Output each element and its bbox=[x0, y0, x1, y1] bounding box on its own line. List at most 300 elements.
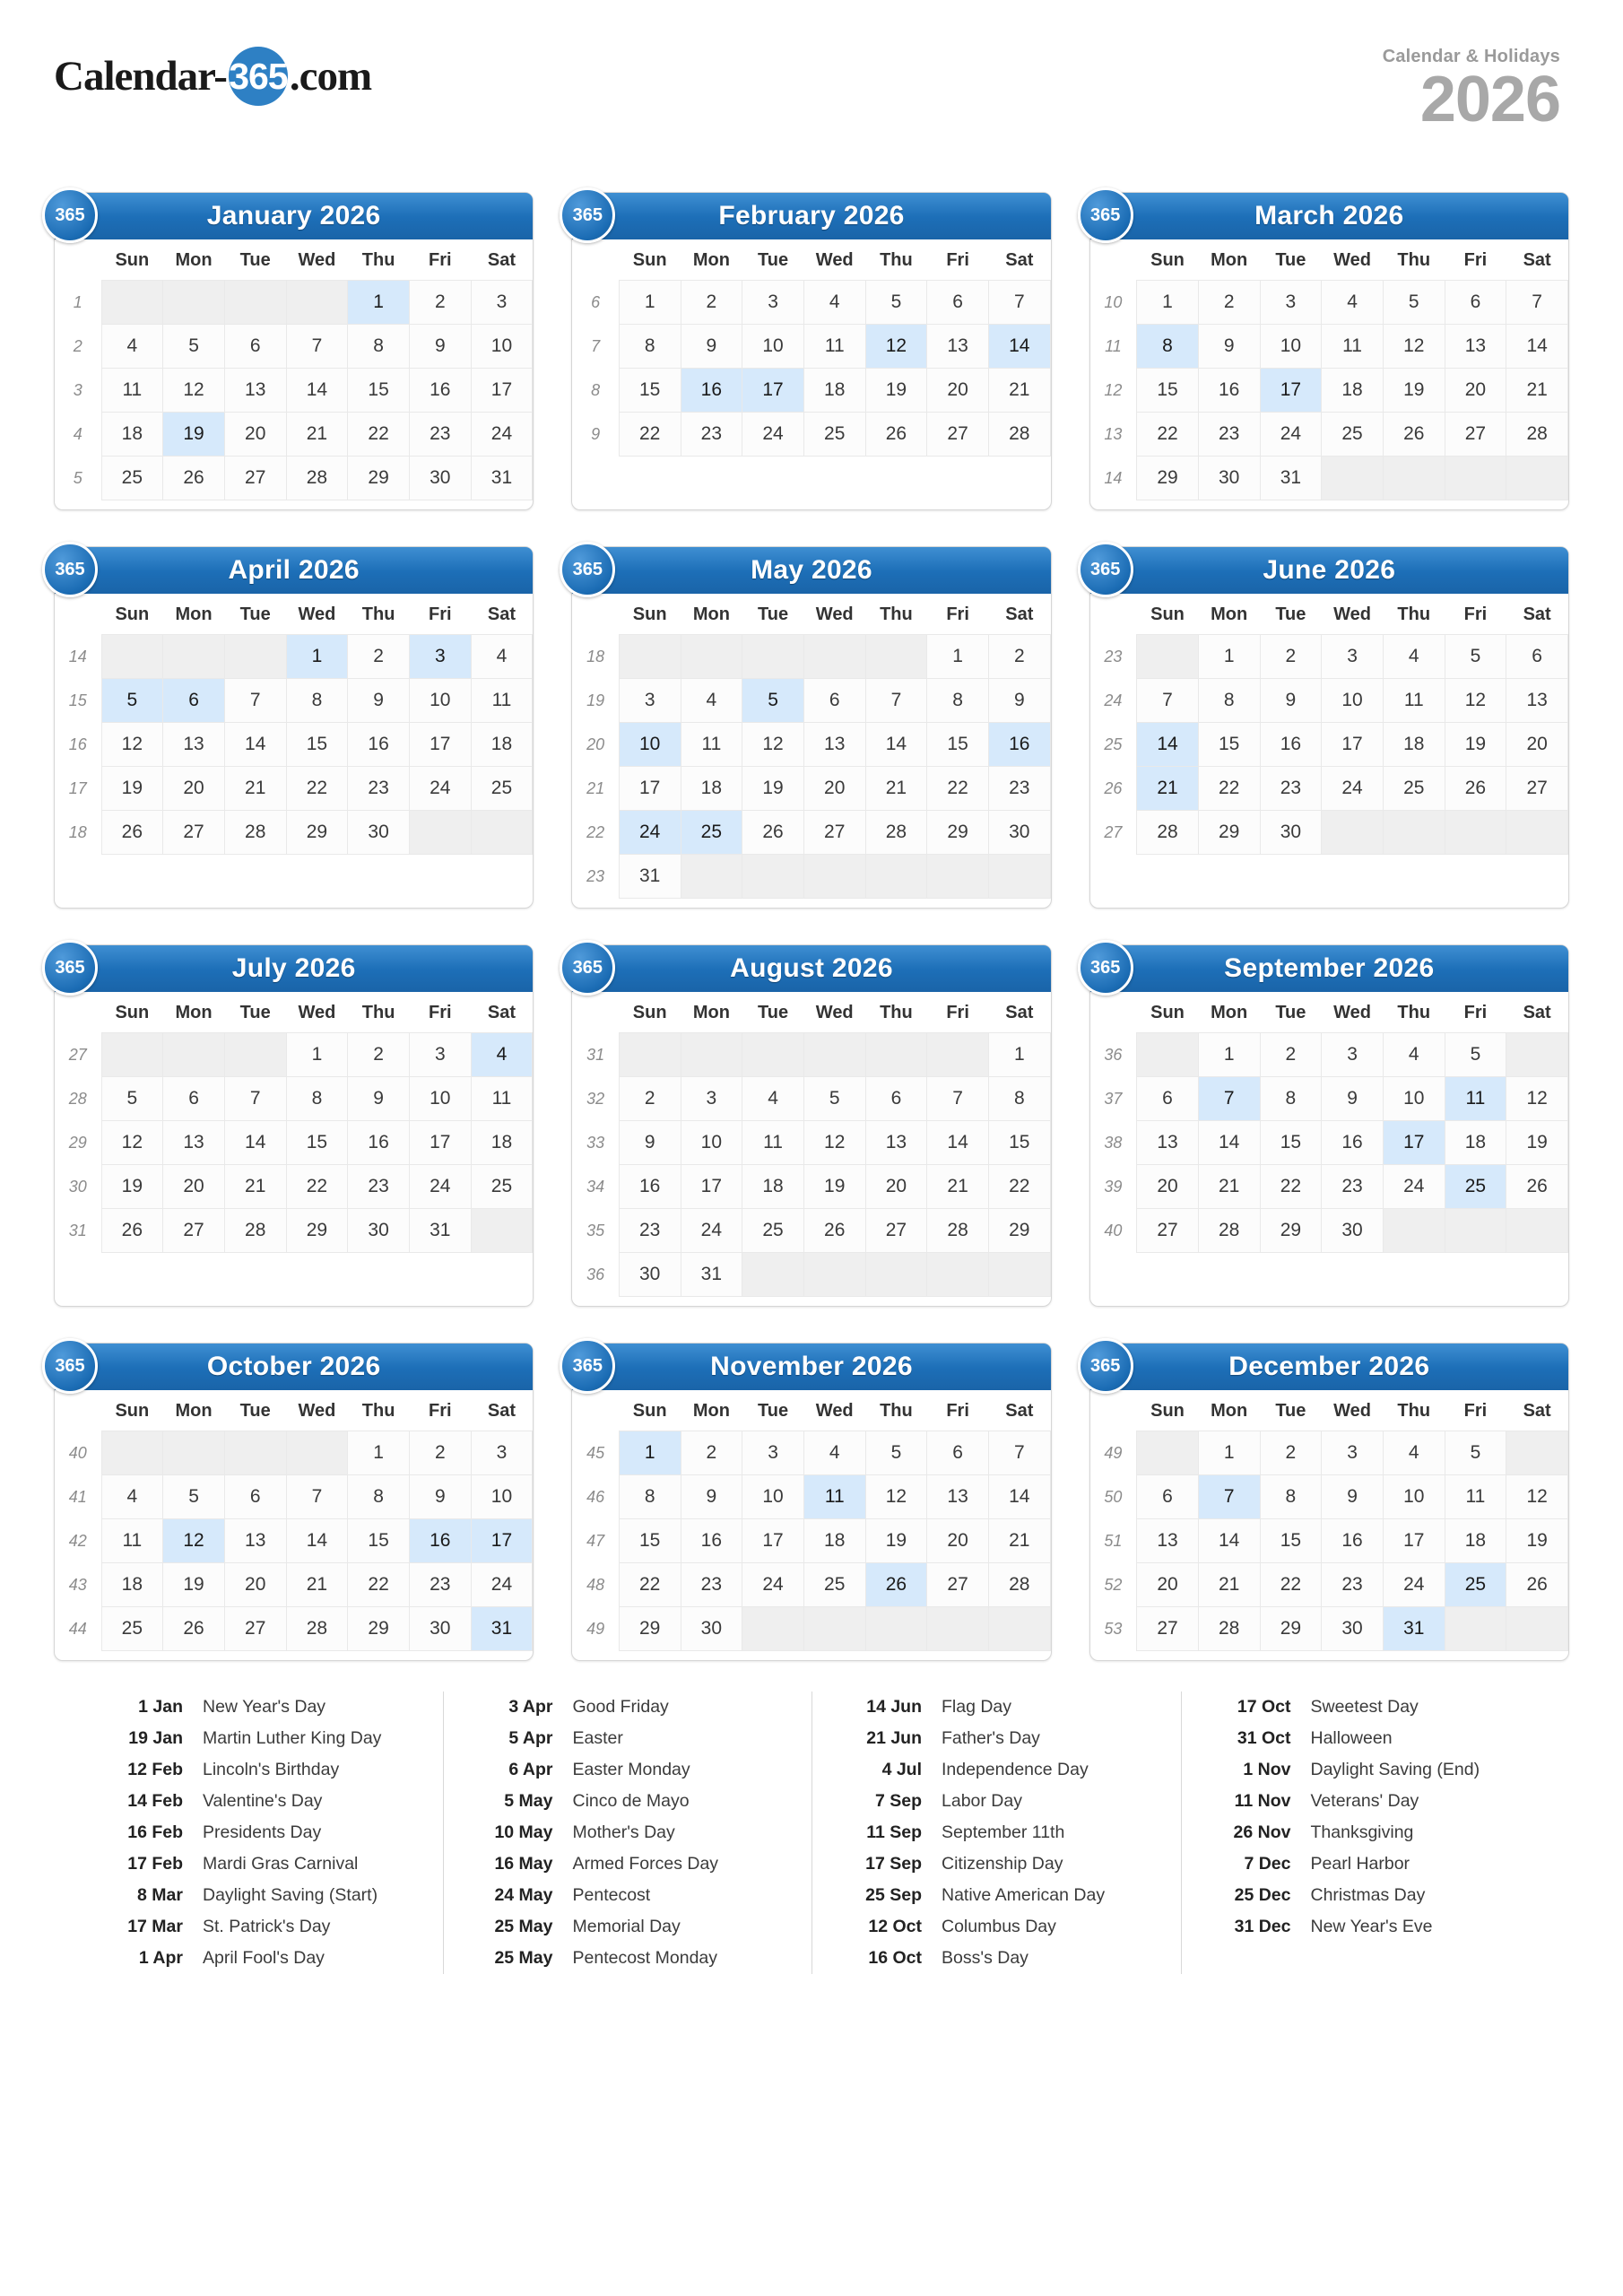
day-cell[interactable]: 6 bbox=[1506, 635, 1568, 679]
day-cell[interactable]: 8 bbox=[1260, 1077, 1322, 1121]
day-cell[interactable]: 12 bbox=[803, 1121, 865, 1165]
day-cell[interactable]: 6 bbox=[865, 1077, 927, 1121]
day-cell[interactable]: 14 bbox=[1506, 325, 1568, 369]
day-cell[interactable]: 15 bbox=[1260, 1519, 1322, 1563]
day-cell[interactable]: 29 bbox=[619, 1607, 681, 1651]
day-cell[interactable]: 5 bbox=[1445, 635, 1506, 679]
day-cell[interactable]: 10 bbox=[471, 1475, 533, 1519]
day-cell[interactable]: 4 bbox=[1383, 1033, 1445, 1077]
day-cell[interactable]: 12 bbox=[101, 723, 163, 767]
day-cell[interactable]: 15 bbox=[1260, 1121, 1322, 1165]
day-cell[interactable]: 15 bbox=[348, 1519, 410, 1563]
day-cell[interactable]: 10 bbox=[681, 1121, 742, 1165]
day-cell[interactable]: 28 bbox=[988, 1563, 1050, 1607]
day-cell[interactable]: 22 bbox=[348, 413, 410, 457]
day-cell[interactable]: 24 bbox=[681, 1209, 742, 1253]
day-cell[interactable]: 30 bbox=[409, 457, 471, 500]
day-cell[interactable]: 2 bbox=[348, 635, 410, 679]
day-cell[interactable]: 1 bbox=[1137, 281, 1199, 325]
day-cell[interactable]: 26 bbox=[1383, 413, 1445, 457]
day-cell[interactable]: 1 bbox=[927, 635, 989, 679]
day-cell[interactable]: 24 bbox=[409, 1165, 471, 1209]
day-cell[interactable]: 5 bbox=[1445, 1431, 1506, 1475]
day-cell[interactable]: 28 bbox=[286, 457, 348, 500]
day-cell[interactable]: 14 bbox=[988, 1475, 1050, 1519]
day-cell[interactable]: 18 bbox=[803, 1519, 865, 1563]
day-cell[interactable]: 15 bbox=[286, 723, 348, 767]
day-cell[interactable]: 8 bbox=[1198, 679, 1260, 723]
day-cell[interactable]: 19 bbox=[742, 767, 804, 811]
day-cell[interactable]: 15 bbox=[927, 723, 989, 767]
day-cell[interactable]: 16 bbox=[409, 1519, 471, 1563]
day-cell[interactable]: 29 bbox=[1137, 457, 1199, 500]
day-cell[interactable]: 3 bbox=[619, 679, 681, 723]
day-cell[interactable]: 31 bbox=[619, 855, 681, 899]
day-cell[interactable]: 30 bbox=[348, 811, 410, 855]
day-cell[interactable]: 20 bbox=[1137, 1563, 1199, 1607]
day-cell[interactable]: 22 bbox=[619, 1563, 681, 1607]
day-cell[interactable]: 1 bbox=[1198, 635, 1260, 679]
day-cell[interactable]: 27 bbox=[865, 1209, 927, 1253]
day-cell[interactable]: 2 bbox=[619, 1077, 681, 1121]
day-cell[interactable]: 16 bbox=[988, 723, 1050, 767]
day-cell[interactable]: 27 bbox=[1445, 413, 1506, 457]
day-cell[interactable]: 27 bbox=[163, 1209, 225, 1253]
day-cell[interactable]: 12 bbox=[1445, 679, 1506, 723]
day-cell[interactable]: 20 bbox=[1445, 369, 1506, 413]
day-cell[interactable]: 25 bbox=[471, 767, 533, 811]
day-cell[interactable]: 7 bbox=[988, 281, 1050, 325]
day-cell[interactable]: 4 bbox=[681, 679, 742, 723]
day-cell[interactable]: 12 bbox=[742, 723, 804, 767]
day-cell[interactable]: 25 bbox=[1322, 413, 1384, 457]
day-cell[interactable]: 13 bbox=[865, 1121, 927, 1165]
day-cell[interactable]: 9 bbox=[681, 1475, 742, 1519]
day-cell[interactable]: 13 bbox=[803, 723, 865, 767]
day-cell[interactable]: 27 bbox=[803, 811, 865, 855]
day-cell[interactable]: 27 bbox=[1137, 1209, 1199, 1253]
day-cell[interactable]: 10 bbox=[742, 1475, 804, 1519]
day-cell[interactable]: 14 bbox=[286, 369, 348, 413]
day-cell[interactable]: 1 bbox=[286, 635, 348, 679]
day-cell[interactable]: 7 bbox=[1198, 1077, 1260, 1121]
day-cell[interactable]: 27 bbox=[163, 811, 225, 855]
day-cell[interactable]: 29 bbox=[286, 811, 348, 855]
day-cell[interactable]: 26 bbox=[803, 1209, 865, 1253]
day-cell[interactable]: 8 bbox=[348, 1475, 410, 1519]
day-cell[interactable]: 14 bbox=[286, 1519, 348, 1563]
day-cell[interactable]: 15 bbox=[348, 369, 410, 413]
day-cell[interactable]: 22 bbox=[1198, 767, 1260, 811]
day-cell[interactable]: 11 bbox=[1445, 1475, 1506, 1519]
day-cell[interactable]: 11 bbox=[471, 679, 533, 723]
day-cell[interactable]: 13 bbox=[1137, 1519, 1199, 1563]
day-cell[interactable]: 19 bbox=[865, 369, 927, 413]
day-cell[interactable]: 1 bbox=[619, 1431, 681, 1475]
day-cell[interactable]: 14 bbox=[1198, 1519, 1260, 1563]
day-cell[interactable]: 27 bbox=[224, 457, 286, 500]
day-cell[interactable]: 17 bbox=[1383, 1121, 1445, 1165]
day-cell[interactable]: 24 bbox=[471, 1563, 533, 1607]
day-cell[interactable]: 18 bbox=[101, 1563, 163, 1607]
day-cell[interactable]: 19 bbox=[803, 1165, 865, 1209]
day-cell[interactable]: 19 bbox=[865, 1519, 927, 1563]
day-cell[interactable]: 28 bbox=[927, 1209, 989, 1253]
day-cell[interactable]: 10 bbox=[1383, 1475, 1445, 1519]
day-cell[interactable]: 12 bbox=[163, 1519, 225, 1563]
day-cell[interactable]: 15 bbox=[1137, 369, 1199, 413]
day-cell[interactable]: 2 bbox=[1260, 1431, 1322, 1475]
day-cell[interactable]: 5 bbox=[101, 679, 163, 723]
day-cell[interactable]: 6 bbox=[163, 679, 225, 723]
day-cell[interactable]: 18 bbox=[471, 1121, 533, 1165]
day-cell[interactable]: 17 bbox=[471, 1519, 533, 1563]
day-cell[interactable]: 6 bbox=[927, 1431, 989, 1475]
day-cell[interactable]: 20 bbox=[1137, 1165, 1199, 1209]
day-cell[interactable]: 23 bbox=[348, 767, 410, 811]
day-cell[interactable]: 11 bbox=[681, 723, 742, 767]
day-cell[interactable]: 27 bbox=[927, 1563, 989, 1607]
site-logo[interactable] bbox=[54, 47, 371, 106]
day-cell[interactable]: 18 bbox=[1322, 369, 1384, 413]
day-cell[interactable]: 7 bbox=[865, 679, 927, 723]
day-cell[interactable]: 10 bbox=[409, 679, 471, 723]
day-cell[interactable]: 9 bbox=[619, 1121, 681, 1165]
day-cell[interactable]: 5 bbox=[803, 1077, 865, 1121]
day-cell[interactable]: 26 bbox=[1506, 1165, 1568, 1209]
day-cell[interactable]: 7 bbox=[927, 1077, 989, 1121]
day-cell[interactable]: 6 bbox=[224, 1475, 286, 1519]
day-cell[interactable]: 11 bbox=[1445, 1077, 1506, 1121]
day-cell[interactable]: 17 bbox=[1383, 1519, 1445, 1563]
day-cell[interactable]: 9 bbox=[409, 1475, 471, 1519]
day-cell[interactable]: 2 bbox=[409, 281, 471, 325]
day-cell[interactable]: 24 bbox=[1383, 1563, 1445, 1607]
day-cell[interactable]: 2 bbox=[681, 1431, 742, 1475]
day-cell[interactable]: 20 bbox=[163, 767, 225, 811]
day-cell[interactable]: 26 bbox=[101, 811, 163, 855]
day-cell[interactable]: 10 bbox=[1322, 679, 1384, 723]
day-cell[interactable]: 23 bbox=[619, 1209, 681, 1253]
day-cell[interactable]: 9 bbox=[988, 679, 1050, 723]
day-cell[interactable]: 14 bbox=[224, 1121, 286, 1165]
day-cell[interactable]: 10 bbox=[1260, 325, 1322, 369]
day-cell[interactable]: 28 bbox=[988, 413, 1050, 457]
day-cell[interactable]: 21 bbox=[927, 1165, 989, 1209]
day-cell[interactable]: 4 bbox=[742, 1077, 804, 1121]
day-cell[interactable]: 22 bbox=[1260, 1165, 1322, 1209]
day-cell[interactable]: 7 bbox=[1198, 1475, 1260, 1519]
day-cell[interactable]: 6 bbox=[163, 1077, 225, 1121]
day-cell[interactable]: 21 bbox=[224, 767, 286, 811]
day-cell[interactable]: 11 bbox=[803, 325, 865, 369]
day-cell[interactable]: 3 bbox=[471, 1431, 533, 1475]
day-cell[interactable]: 21 bbox=[286, 1563, 348, 1607]
day-cell[interactable]: 29 bbox=[1260, 1607, 1322, 1651]
day-cell[interactable]: 9 bbox=[1198, 325, 1260, 369]
day-cell[interactable]: 10 bbox=[471, 325, 533, 369]
day-cell[interactable]: 14 bbox=[865, 723, 927, 767]
day-cell[interactable]: 3 bbox=[681, 1077, 742, 1121]
day-cell[interactable]: 3 bbox=[1322, 1033, 1384, 1077]
day-cell[interactable]: 16 bbox=[1322, 1519, 1384, 1563]
day-cell[interactable]: 30 bbox=[1322, 1209, 1384, 1253]
day-cell[interactable]: 31 bbox=[471, 457, 533, 500]
day-cell[interactable]: 23 bbox=[348, 1165, 410, 1209]
day-cell[interactable]: 17 bbox=[1260, 369, 1322, 413]
day-cell[interactable]: 22 bbox=[988, 1165, 1050, 1209]
day-cell[interactable]: 27 bbox=[1137, 1607, 1199, 1651]
day-cell[interactable]: 4 bbox=[101, 1475, 163, 1519]
day-cell[interactable]: 13 bbox=[1445, 325, 1506, 369]
day-cell[interactable]: 5 bbox=[1445, 1033, 1506, 1077]
day-cell[interactable]: 4 bbox=[1322, 281, 1384, 325]
day-cell[interactable]: 21 bbox=[224, 1165, 286, 1209]
day-cell[interactable]: 17 bbox=[742, 1519, 804, 1563]
day-cell[interactable]: 26 bbox=[1445, 767, 1506, 811]
day-cell[interactable]: 9 bbox=[1322, 1475, 1384, 1519]
day-cell[interactable]: 21 bbox=[286, 413, 348, 457]
day-cell[interactable]: 17 bbox=[1322, 723, 1384, 767]
day-cell[interactable]: 17 bbox=[742, 369, 804, 413]
day-cell[interactable]: 28 bbox=[865, 811, 927, 855]
day-cell[interactable]: 2 bbox=[1260, 635, 1322, 679]
day-cell[interactable]: 2 bbox=[681, 281, 742, 325]
day-cell[interactable]: 1 bbox=[1198, 1033, 1260, 1077]
day-cell[interactable]: 30 bbox=[409, 1607, 471, 1651]
day-cell[interactable]: 20 bbox=[865, 1165, 927, 1209]
day-cell[interactable]: 26 bbox=[101, 1209, 163, 1253]
day-cell[interactable]: 17 bbox=[681, 1165, 742, 1209]
day-cell[interactable]: 30 bbox=[619, 1253, 681, 1297]
day-cell[interactable]: 28 bbox=[224, 811, 286, 855]
day-cell[interactable]: 29 bbox=[348, 1607, 410, 1651]
day-cell[interactable]: 31 bbox=[1383, 1607, 1445, 1651]
day-cell[interactable]: 1 bbox=[348, 1431, 410, 1475]
day-cell[interactable]: 8 bbox=[286, 679, 348, 723]
day-cell[interactable]: 22 bbox=[286, 1165, 348, 1209]
day-cell[interactable]: 4 bbox=[1383, 635, 1445, 679]
day-cell[interactable]: 8 bbox=[348, 325, 410, 369]
day-cell[interactable]: 11 bbox=[101, 369, 163, 413]
day-cell[interactable]: 26 bbox=[865, 1563, 927, 1607]
day-cell[interactable]: 21 bbox=[1198, 1165, 1260, 1209]
day-cell[interactable]: 19 bbox=[1445, 723, 1506, 767]
day-cell[interactable]: 8 bbox=[1260, 1475, 1322, 1519]
day-cell[interactable]: 16 bbox=[348, 1121, 410, 1165]
day-cell[interactable]: 22 bbox=[1260, 1563, 1322, 1607]
day-cell[interactable]: 24 bbox=[471, 413, 533, 457]
day-cell[interactable]: 13 bbox=[224, 369, 286, 413]
day-cell[interactable]: 16 bbox=[1198, 369, 1260, 413]
day-cell[interactable]: 13 bbox=[927, 325, 989, 369]
day-cell[interactable]: 9 bbox=[348, 679, 410, 723]
day-cell[interactable]: 17 bbox=[409, 723, 471, 767]
day-cell[interactable]: 8 bbox=[619, 1475, 681, 1519]
day-cell[interactable]: 25 bbox=[803, 1563, 865, 1607]
day-cell[interactable]: 29 bbox=[1260, 1209, 1322, 1253]
day-cell[interactable]: 2 bbox=[409, 1431, 471, 1475]
day-cell[interactable]: 4 bbox=[803, 1431, 865, 1475]
day-cell[interactable]: 7 bbox=[286, 1475, 348, 1519]
day-cell[interactable]: 23 bbox=[1322, 1563, 1384, 1607]
day-cell[interactable]: 9 bbox=[409, 325, 471, 369]
day-cell[interactable]: 30 bbox=[1260, 811, 1322, 855]
day-cell[interactable]: 5 bbox=[1383, 281, 1445, 325]
day-cell[interactable]: 5 bbox=[163, 325, 225, 369]
day-cell[interactable]: 6 bbox=[1137, 1475, 1199, 1519]
day-cell[interactable]: 20 bbox=[927, 369, 989, 413]
day-cell[interactable]: 15 bbox=[619, 1519, 681, 1563]
day-cell[interactable]: 21 bbox=[865, 767, 927, 811]
day-cell[interactable]: 15 bbox=[286, 1121, 348, 1165]
day-cell[interactable]: 20 bbox=[803, 767, 865, 811]
day-cell[interactable]: 8 bbox=[988, 1077, 1050, 1121]
day-cell[interactable]: 21 bbox=[988, 1519, 1050, 1563]
day-cell[interactable]: 30 bbox=[681, 1607, 742, 1651]
day-cell[interactable]: 26 bbox=[742, 811, 804, 855]
day-cell[interactable]: 31 bbox=[1260, 457, 1322, 500]
day-cell[interactable]: 1 bbox=[619, 281, 681, 325]
day-cell[interactable]: 30 bbox=[1322, 1607, 1384, 1651]
day-cell[interactable]: 16 bbox=[681, 369, 742, 413]
day-cell[interactable]: 20 bbox=[927, 1519, 989, 1563]
day-cell[interactable]: 15 bbox=[988, 1121, 1050, 1165]
day-cell[interactable]: 7 bbox=[1506, 281, 1568, 325]
day-cell[interactable]: 18 bbox=[1383, 723, 1445, 767]
day-cell[interactable]: 25 bbox=[471, 1165, 533, 1209]
day-cell[interactable]: 5 bbox=[742, 679, 804, 723]
day-cell[interactable]: 11 bbox=[101, 1519, 163, 1563]
day-cell[interactable]: 24 bbox=[1322, 767, 1384, 811]
day-cell[interactable]: 23 bbox=[1260, 767, 1322, 811]
day-cell[interactable]: 11 bbox=[1383, 679, 1445, 723]
day-cell[interactable]: 5 bbox=[865, 281, 927, 325]
day-cell[interactable]: 31 bbox=[471, 1607, 533, 1651]
day-cell[interactable]: 25 bbox=[1445, 1563, 1506, 1607]
day-cell[interactable]: 12 bbox=[163, 369, 225, 413]
day-cell[interactable]: 13 bbox=[927, 1475, 989, 1519]
day-cell[interactable]: 11 bbox=[803, 1475, 865, 1519]
day-cell[interactable]: 3 bbox=[1322, 1431, 1384, 1475]
day-cell[interactable]: 10 bbox=[409, 1077, 471, 1121]
day-cell[interactable]: 29 bbox=[988, 1209, 1050, 1253]
day-cell[interactable]: 22 bbox=[286, 767, 348, 811]
day-cell[interactable]: 26 bbox=[1506, 1563, 1568, 1607]
day-cell[interactable]: 23 bbox=[409, 1563, 471, 1607]
day-cell[interactable]: 19 bbox=[1506, 1121, 1568, 1165]
day-cell[interactable]: 30 bbox=[348, 1209, 410, 1253]
day-cell[interactable]: 14 bbox=[1137, 723, 1199, 767]
day-cell[interactable]: 29 bbox=[927, 811, 989, 855]
day-cell[interactable]: 2 bbox=[1198, 281, 1260, 325]
day-cell[interactable]: 9 bbox=[1260, 679, 1322, 723]
day-cell[interactable]: 10 bbox=[1383, 1077, 1445, 1121]
day-cell[interactable]: 25 bbox=[1383, 767, 1445, 811]
day-cell[interactable]: 24 bbox=[1383, 1165, 1445, 1209]
day-cell[interactable]: 3 bbox=[1260, 281, 1322, 325]
day-cell[interactable]: 13 bbox=[163, 723, 225, 767]
day-cell[interactable]: 1 bbox=[286, 1033, 348, 1077]
day-cell[interactable]: 18 bbox=[1445, 1519, 1506, 1563]
day-cell[interactable]: 24 bbox=[1260, 413, 1322, 457]
day-cell[interactable]: 3 bbox=[742, 1431, 804, 1475]
day-cell[interactable]: 7 bbox=[286, 325, 348, 369]
day-cell[interactable]: 28 bbox=[1198, 1607, 1260, 1651]
day-cell[interactable]: 14 bbox=[988, 325, 1050, 369]
day-cell[interactable]: 20 bbox=[224, 413, 286, 457]
day-cell[interactable]: 8 bbox=[619, 325, 681, 369]
day-cell[interactable]: 30 bbox=[988, 811, 1050, 855]
day-cell[interactable]: 28 bbox=[286, 1607, 348, 1651]
day-cell[interactable]: 2 bbox=[348, 1033, 410, 1077]
day-cell[interactable]: 4 bbox=[101, 325, 163, 369]
day-cell[interactable]: 18 bbox=[1445, 1121, 1506, 1165]
day-cell[interactable]: 28 bbox=[224, 1209, 286, 1253]
day-cell[interactable]: 23 bbox=[988, 767, 1050, 811]
day-cell[interactable]: 24 bbox=[742, 1563, 804, 1607]
day-cell[interactable]: 3 bbox=[471, 281, 533, 325]
day-cell[interactable]: 8 bbox=[286, 1077, 348, 1121]
day-cell[interactable]: 22 bbox=[348, 1563, 410, 1607]
day-cell[interactable]: 4 bbox=[471, 1033, 533, 1077]
day-cell[interactable]: 13 bbox=[224, 1519, 286, 1563]
day-cell[interactable]: 9 bbox=[1322, 1077, 1384, 1121]
day-cell[interactable]: 8 bbox=[1137, 325, 1199, 369]
day-cell[interactable]: 23 bbox=[1322, 1165, 1384, 1209]
day-cell[interactable]: 31 bbox=[681, 1253, 742, 1297]
day-cell[interactable]: 21 bbox=[1137, 767, 1199, 811]
day-cell[interactable]: 23 bbox=[681, 1563, 742, 1607]
day-cell[interactable]: 10 bbox=[742, 325, 804, 369]
day-cell[interactable]: 21 bbox=[988, 369, 1050, 413]
day-cell[interactable]: 6 bbox=[927, 281, 989, 325]
day-cell[interactable]: 21 bbox=[1198, 1563, 1260, 1607]
day-cell[interactable]: 19 bbox=[163, 1563, 225, 1607]
day-cell[interactable]: 20 bbox=[224, 1563, 286, 1607]
day-cell[interactable]: 3 bbox=[742, 281, 804, 325]
day-cell[interactable]: 12 bbox=[101, 1121, 163, 1165]
day-cell[interactable]: 12 bbox=[865, 325, 927, 369]
day-cell[interactable]: 30 bbox=[1198, 457, 1260, 500]
day-cell[interactable]: 19 bbox=[1506, 1519, 1568, 1563]
day-cell[interactable]: 19 bbox=[1383, 369, 1445, 413]
day-cell[interactable]: 3 bbox=[409, 635, 471, 679]
day-cell[interactable]: 9 bbox=[348, 1077, 410, 1121]
day-cell[interactable]: 1 bbox=[1198, 1431, 1260, 1475]
day-cell[interactable]: 23 bbox=[409, 413, 471, 457]
day-cell[interactable]: 8 bbox=[927, 679, 989, 723]
day-cell[interactable]: 5 bbox=[865, 1431, 927, 1475]
day-cell[interactable]: 20 bbox=[163, 1165, 225, 1209]
day-cell[interactable]: 25 bbox=[742, 1209, 804, 1253]
day-cell[interactable]: 3 bbox=[1322, 635, 1384, 679]
day-cell[interactable]: 15 bbox=[619, 369, 681, 413]
day-cell[interactable]: 29 bbox=[286, 1209, 348, 1253]
day-cell[interactable]: 24 bbox=[742, 413, 804, 457]
day-cell[interactable]: 21 bbox=[1506, 369, 1568, 413]
day-cell[interactable]: 5 bbox=[163, 1475, 225, 1519]
day-cell[interactable]: 22 bbox=[927, 767, 989, 811]
day-cell[interactable]: 11 bbox=[471, 1077, 533, 1121]
day-cell[interactable]: 25 bbox=[803, 413, 865, 457]
day-cell[interactable]: 11 bbox=[1322, 325, 1384, 369]
day-cell[interactable]: 26 bbox=[163, 1607, 225, 1651]
day-cell[interactable]: 15 bbox=[1198, 723, 1260, 767]
day-cell[interactable]: 26 bbox=[163, 457, 225, 500]
day-cell[interactable]: 12 bbox=[865, 1475, 927, 1519]
day-cell[interactable]: 12 bbox=[1506, 1077, 1568, 1121]
